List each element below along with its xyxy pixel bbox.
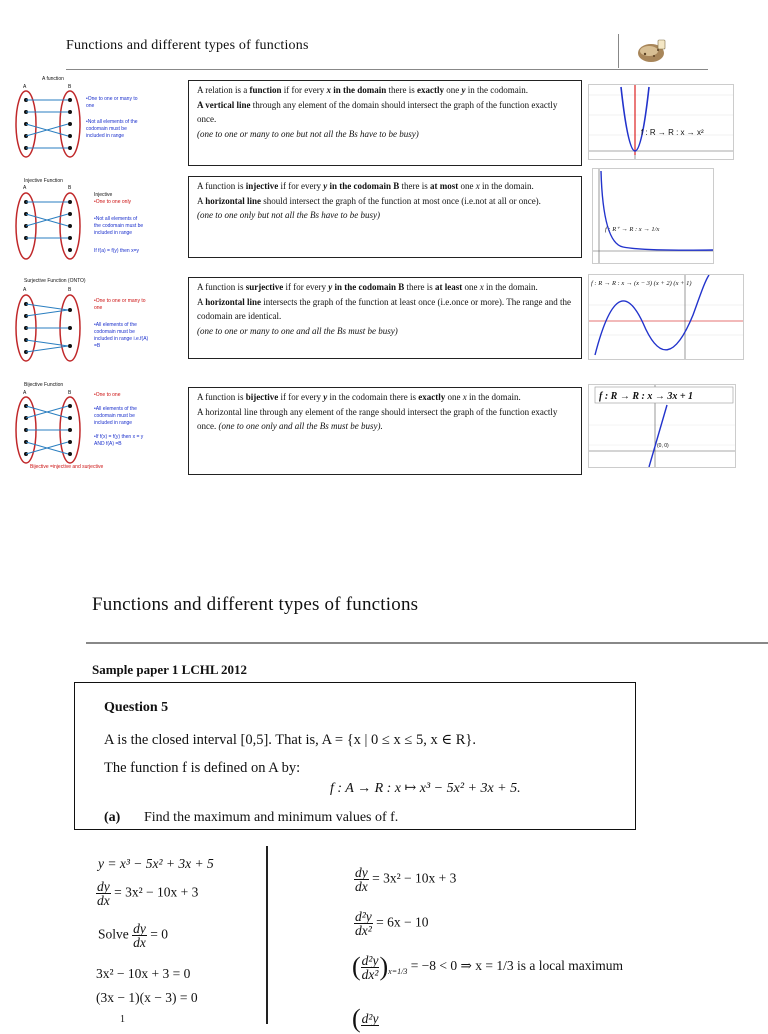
diagram-note: •All elements of the codomain must be included in range	[94, 406, 137, 426]
working-line-1: y = x³ − 5x² + 3x + 5	[98, 856, 214, 871]
maximum-conclusion: = −8 < 0 ⇒ x = 1/3 is a local maximum	[410, 958, 624, 974]
section-rule	[86, 642, 768, 644]
set-b-label: B	[68, 390, 72, 396]
mapping-arrows-icon	[14, 292, 84, 364]
sample-paper-label: Sample paper 1 LCHL 2012	[92, 662, 248, 677]
second-derivative-fraction: $\frac{\text{d²y}}{\text{dx²}}$	[361, 952, 379, 982]
working-line-2	[96, 880, 198, 907]
working-line-5: (3x − 1)(x − 3) = 0	[96, 990, 198, 1005]
set-a-label: A	[23, 287, 27, 293]
reciprocal-plot	[593, 169, 713, 263]
page-title: Functions and different types of functions	[66, 38, 309, 53]
graph-linear	[588, 384, 736, 468]
solve-label: Solve	[98, 926, 129, 942]
working-right-3: ( $\frac{\text{d²y}}{\text{dx²}}$ )$_{x=1/3} = -8 < 0$ ⇒ x = 1/3 is a local maximum	[352, 952, 624, 982]
section-title: Functions and different types of functions	[92, 594, 419, 615]
second-derivative-rhs: = 6x − 10	[376, 914, 429, 930]
graph-label: f : R → R : x → 3x + 1	[599, 391, 694, 402]
definition-text: A function is injective if for every y in the codomain B there is at most one x in the domain. A horizontal line should intersect the graph of the function at most once (i.e.not at all or once). (one to one only but not all the Bs have to be busy)	[197, 181, 541, 220]
graph-parabola	[588, 84, 734, 160]
set-a-label: A	[23, 84, 27, 90]
cubic-plot	[589, 275, 743, 359]
second-derivative-fraction: d²y	[361, 1011, 379, 1026]
mapping-diagram-function	[10, 76, 170, 162]
derivative-fraction: $\frac{dy}{dx}$	[355, 865, 368, 894]
diagram-note: •One to one	[94, 392, 121, 398]
diagram-note: •Not all elements of the codomain must be included in range	[86, 119, 138, 139]
diagram-note: •One to one or many to one	[94, 298, 146, 311]
header-divider	[618, 34, 619, 68]
working-divider	[266, 846, 268, 1024]
question-heading: Question 5	[104, 700, 169, 715]
graph-origin-label: (0, 0)	[657, 443, 669, 449]
question-line-1: A is the closed interval [0,5]. That is, A = {x | 0 ≤ x ≤ 5, x ∈ R}.	[104, 732, 476, 748]
graph-cubic	[588, 274, 744, 360]
mapping-arrows-icon	[14, 190, 84, 262]
diagram-note: •One to one or many to one	[86, 96, 138, 109]
part-a-label: (a)	[104, 810, 121, 825]
mapping-diagram-injective	[10, 176, 170, 266]
parabola-plot	[589, 85, 733, 159]
definition-text: A function is surjective if for every y in the codomain B there is at least one x in the domain. A horizontal line intersects the graph of the function at least once (i.e.once or more). The range and the codomain are identical. (one to one or many to one and all the Bs must be busy)	[197, 282, 571, 336]
header-rule	[66, 69, 708, 70]
diagram-note: If f(a) = f(y) then x=y	[94, 248, 140, 254]
set-b-label: B	[68, 84, 72, 90]
graph-label: f : R → R : x → (x − 3) (x + 2) (x + 1)	[591, 280, 692, 287]
diagram-note: Injective	[94, 192, 113, 198]
set-b-label: B	[68, 185, 72, 191]
diagram-note: •Not all elements of the codomain must be included in range	[94, 216, 144, 236]
definition-box-bijective	[188, 387, 582, 475]
mapping-diagram-bijective	[10, 380, 180, 476]
part-a-text: Find the maximum and minimum values of f.	[144, 810, 399, 825]
working-line-6: 1	[120, 1014, 125, 1025]
working-right-1	[354, 866, 456, 893]
linear-plot	[589, 385, 735, 467]
working-right-2	[354, 910, 429, 937]
graph-reciprocal	[592, 168, 714, 264]
graph-label: f : R → R : x → x²	[641, 128, 704, 137]
definition-box-injective	[188, 176, 582, 258]
evaluation-subscript: x=1/3	[388, 966, 408, 976]
derivative-fraction: $\frac{dy}{dx}$	[133, 921, 146, 950]
diagram-title: Bijective Function	[24, 382, 64, 388]
derivative-rhs: = 3x² − 10x + 3	[372, 870, 457, 886]
diagram-note: •One to one only	[94, 199, 132, 205]
working-right-4: ( d²y	[352, 1004, 379, 1033]
derivative-rhs: = 3x² − 10x + 3	[114, 884, 199, 900]
set-a-label: A	[23, 185, 27, 191]
definition-text: A relation is a function if for every x in the domain there is exactly one y in the codomain. A vertical line through any element of the domain should intersect the graph of the function exactly once. (one to one or many to one but not all the Bs have to be busy)	[197, 85, 558, 139]
mapping-diagram-surjective	[10, 278, 170, 368]
diagram-note: •If f(x) = f(y) then x = y AND f(A) =B	[94, 434, 144, 447]
definition-box-function	[188, 80, 582, 166]
diagram-title: Surjective Function (ONTO)	[24, 278, 86, 284]
graph-label: f : R⁺ → R : x → 1/x	[605, 226, 660, 233]
diagram-footer: Bijective =injective and surjective	[30, 464, 104, 470]
definition-text: A function is bijective if for every y in the codomain there is exactly one x in the domain. A horizontal line through any element of the range should intersect the graph of the function exactly once. (one to one only and all the Bs must be busy).	[197, 392, 558, 431]
mapping-arrows-icon	[14, 88, 84, 160]
working-line-4: 3x² − 10x + 3 = 0	[96, 966, 191, 981]
set-a-label: A	[23, 390, 27, 396]
question-line-3: f : A → R : x ↦ x³ − 5x² + 3x + 5.	[330, 781, 521, 796]
diagram-title: A function	[42, 76, 64, 82]
solve-rhs: = 0	[150, 926, 169, 942]
potato-logo-icon	[634, 38, 668, 66]
derivative-fraction: $\frac{dy}{dx}$	[97, 879, 110, 908]
working-line-3	[98, 922, 168, 949]
second-derivative-fraction: $\frac{\text{d²y}}{\text{dx²}}$	[355, 909, 372, 938]
diagram-title: Injective Function	[24, 178, 63, 184]
definition-box-surjective	[188, 277, 582, 359]
question-line-2: The function f is defined on A by:	[104, 760, 301, 776]
diagram-note: •All elements of the codomain must be included in range i.e.f(A) =B	[94, 322, 149, 349]
set-b-label: B	[68, 287, 72, 293]
mapping-arrows-icon	[14, 394, 84, 466]
